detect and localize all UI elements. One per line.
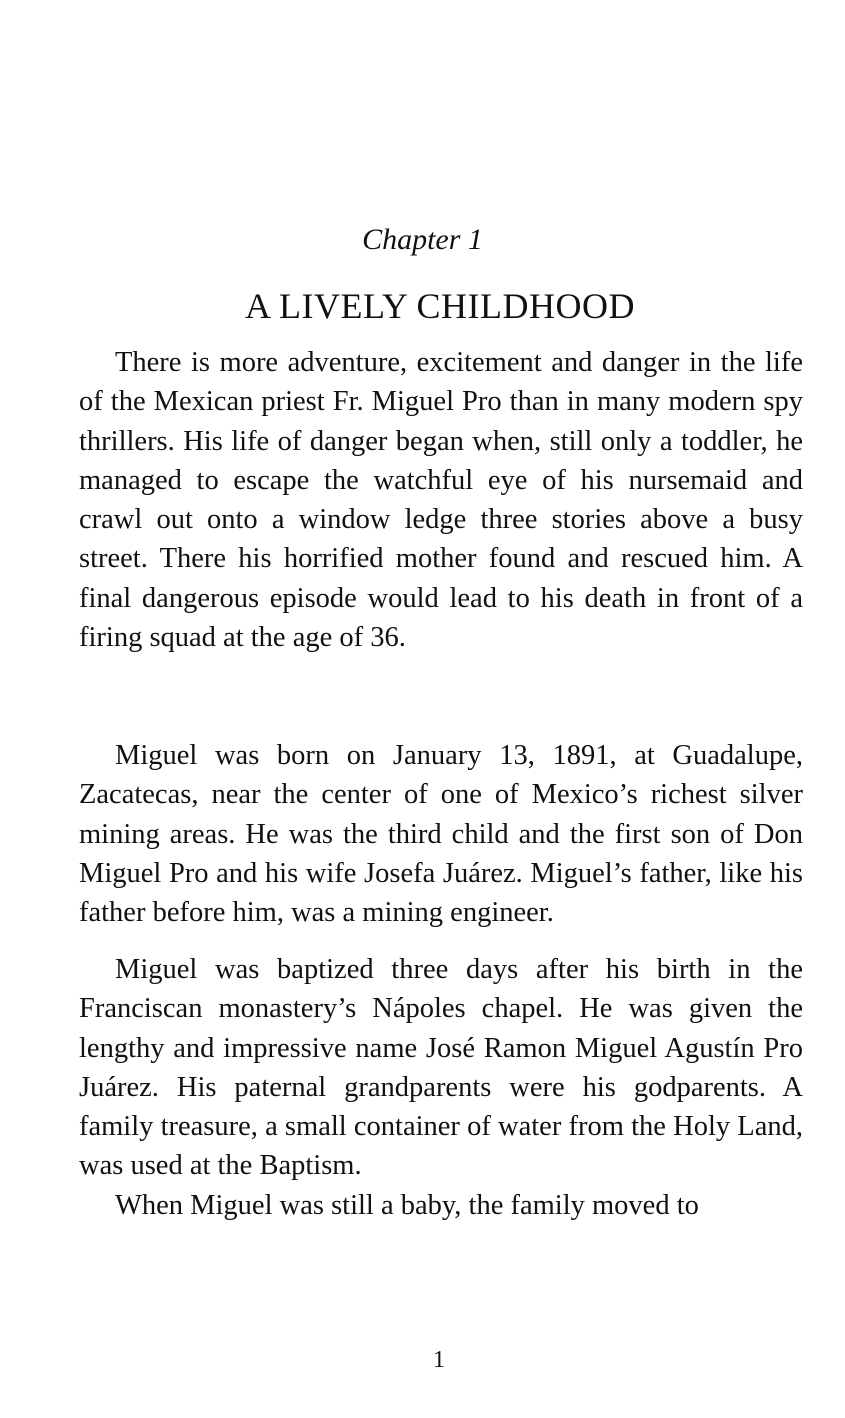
- paragraph-3: Miguel was baptized three days after his birth in the Franciscan monastery’s Nápoles chapel. He was given the lengthy and impressive name José Ramon Miguel Agustín Pro Juárez. His paternal grandparents were his godparents. A family treasure, a small container of water from the Holy Land, was used at the Baptism.: [79, 954, 803, 1182]
- chapter-label: Chapter 1: [362, 223, 483, 256]
- paragraph-2: Miguel was born on January 13, 1891, at Guadalupe, Zacatecas, near the center of one of Mexico’s richest silver mining areas. He was the third child and the first son of Don Miguel Pro and his wife Josefa Juárez. Miguel’s father, like his father before him, was a mining engineer.: [79, 740, 803, 929]
- paragraph-1: There is more adventure, excitement and danger in the life of the Mexican priest Fr. Miguel Pro than in many modern spy thrillers. His life of danger began when, still only a toddler, he managed to escape the watchful eye of his nursemaid and crawl out onto a window ledge three stories above a busy street. There his horrified mother found and rescued him. A final dangerous episode would lead to his death in front of a firing squad at the age of 36.: [79, 347, 803, 654]
- page-number: 1: [433, 1347, 445, 1373]
- paragraph-4: When Miguel was still a baby, the family moved to: [115, 1190, 699, 1221]
- chapter-title: A LIVELY CHILDHOOD: [244, 286, 635, 326]
